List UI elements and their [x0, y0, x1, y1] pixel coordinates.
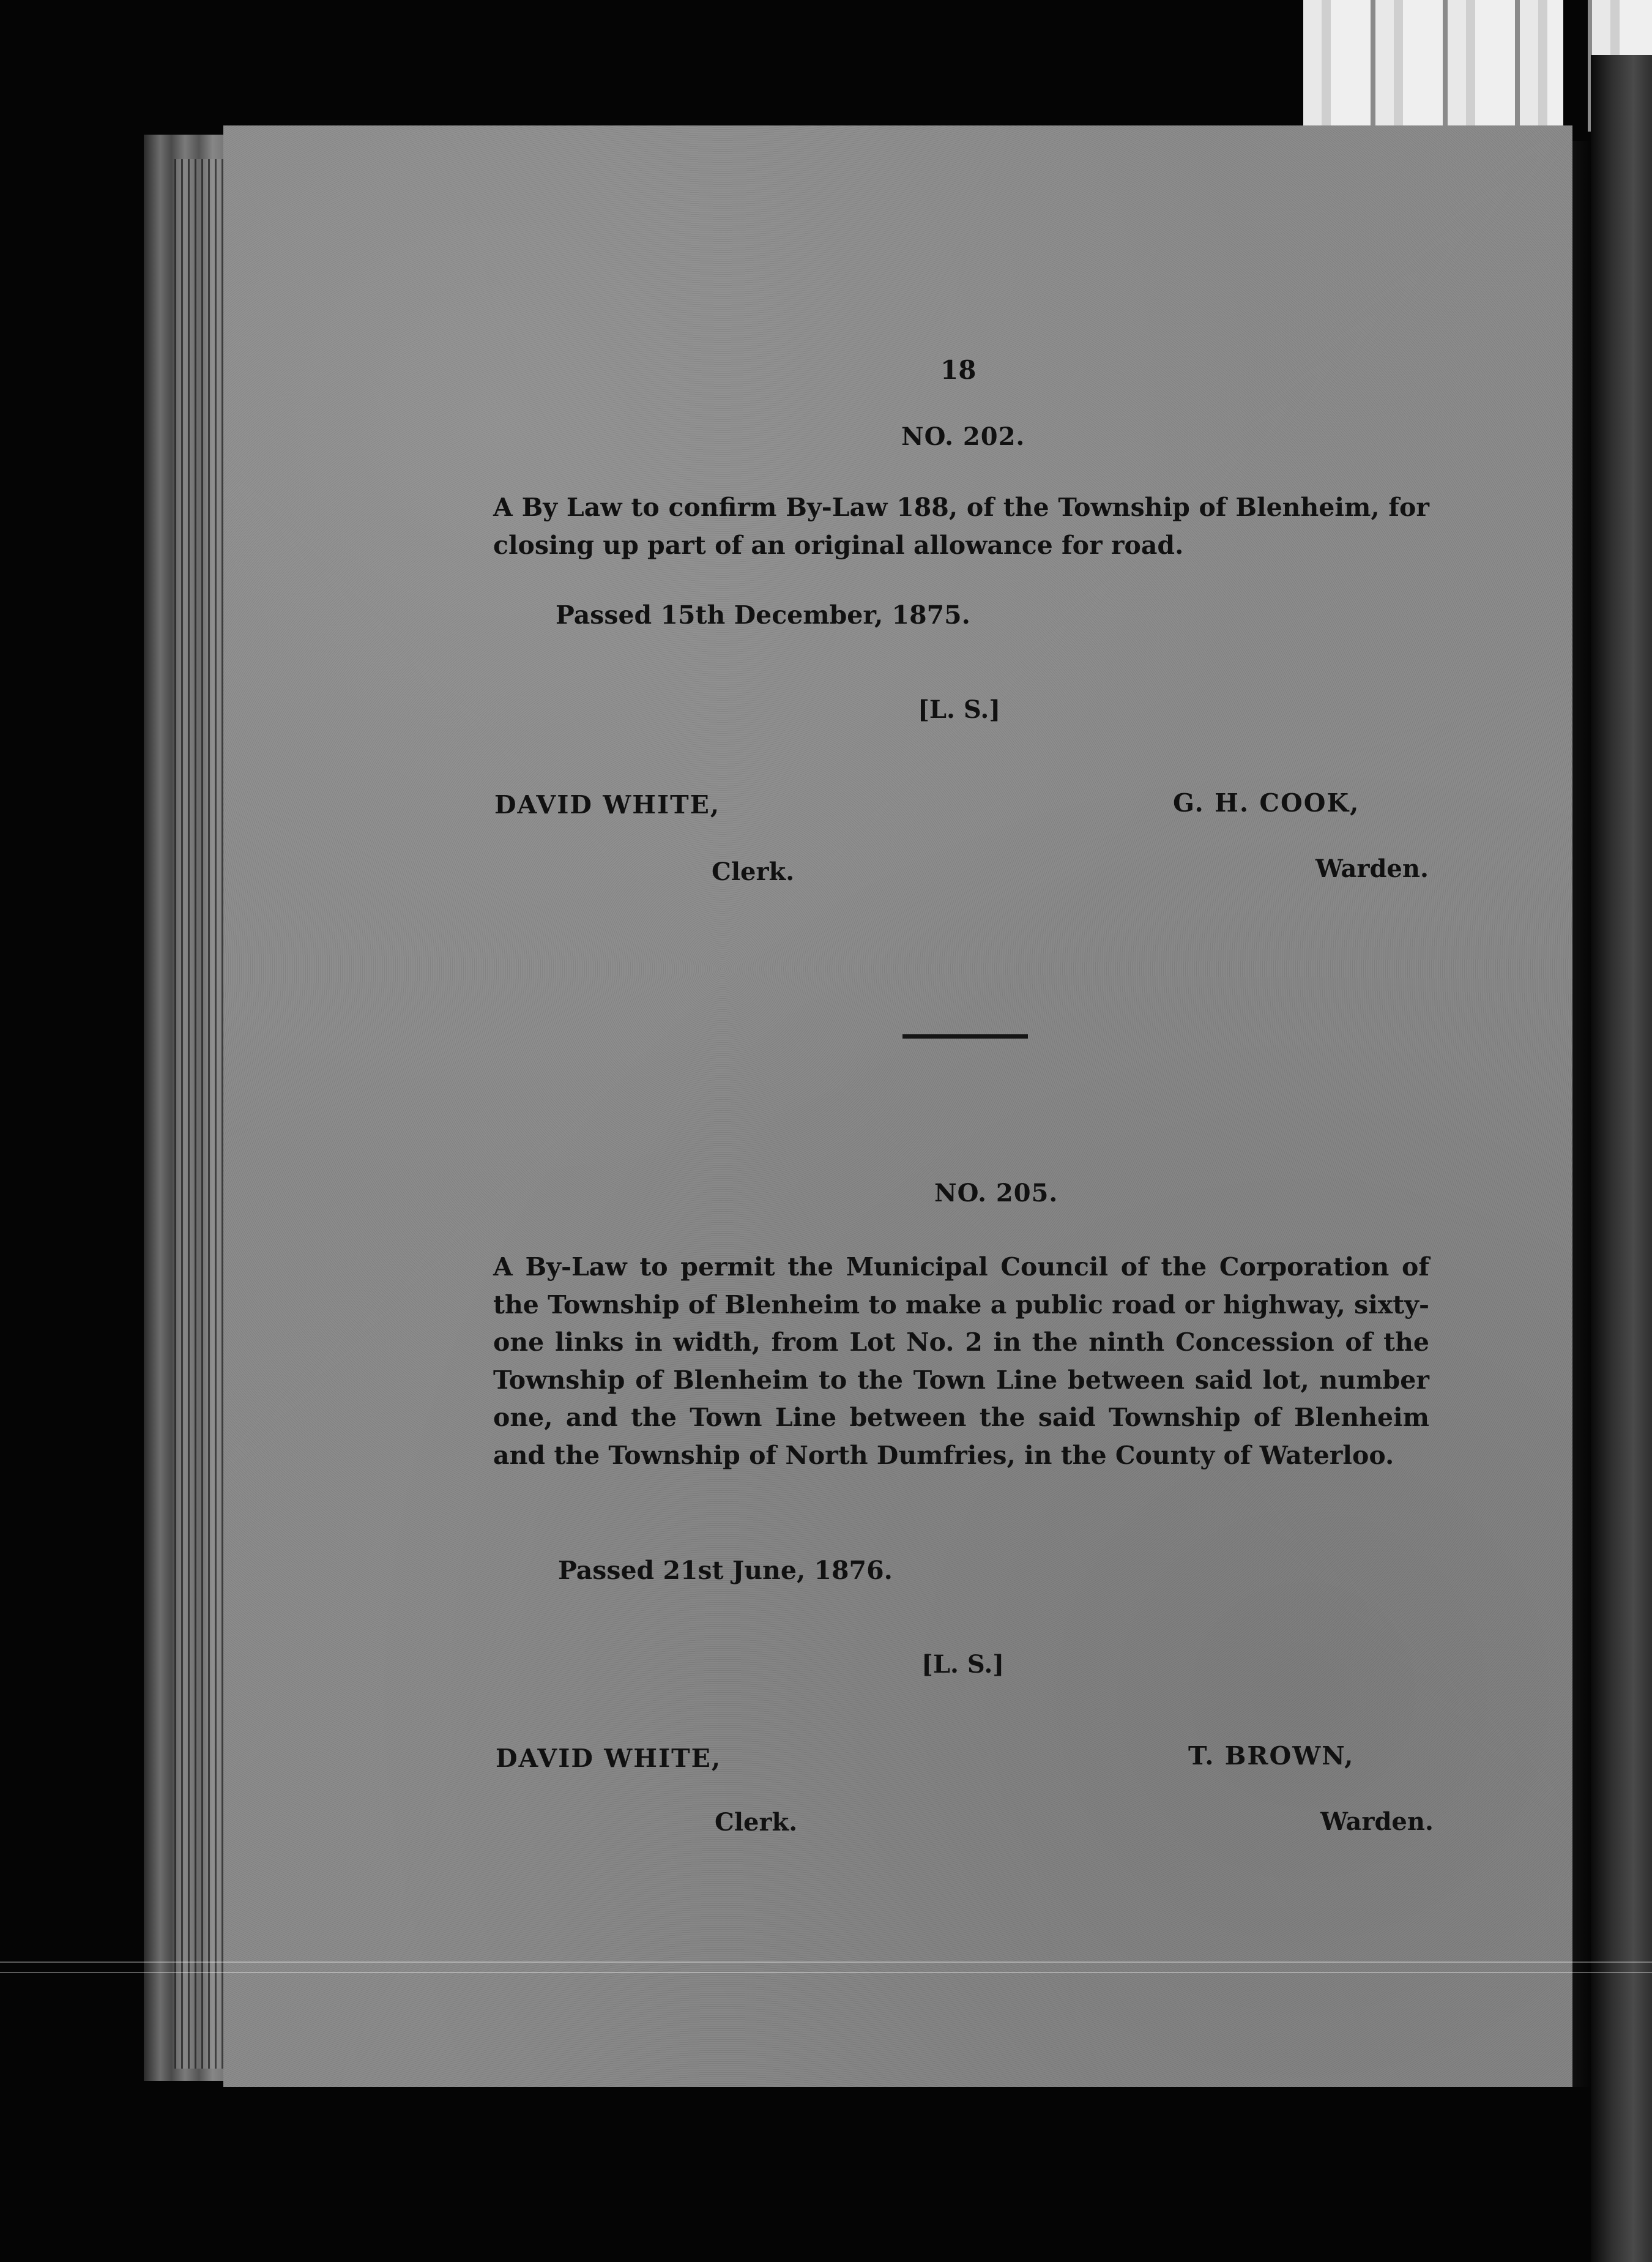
- clerk-name: DAVID WHITE,: [494, 790, 721, 819]
- scan-artifact: [0, 1972, 1652, 1973]
- bylaw-title-text: A By-Law to permit the Municipal Council of the Corporation of the Township of Blenheim to make a public road or highway, sixty-one links in width, from Lot No. 2 in the ninth Concession of the Township of Blenheim to the Town Line between said lot, number one, and the Town Line between the said Township of Blenheim and the Township of North Dumfries, in the County of Waterloo.: [493, 1252, 1429, 1470]
- bylaw-number: NO. 205.: [934, 1179, 1059, 1208]
- seal-mark: [L. S.]: [921, 1650, 1005, 1679]
- adjacent-page-edge: [1591, 55, 1652, 2262]
- clerk-title: Clerk.: [715, 1808, 798, 1837]
- scan-artifact: [0, 1962, 1652, 1963]
- clerk-title: Clerk.: [712, 857, 795, 886]
- seal-mark: [L. S.]: [918, 695, 1001, 724]
- scan-gap: [1563, 0, 1588, 147]
- page-number: 18: [940, 355, 977, 385]
- passed-date: Passed 21st June, 1876.: [558, 1556, 893, 1585]
- clerk-name: DAVID WHITE,: [496, 1744, 722, 1773]
- warden-name: T. BROWN,: [1188, 1741, 1355, 1771]
- bylaw-title-text: A By Law to confirm By-Law 188, of the Township of Blenheim, for closing up part of an original allowance for road.: [493, 493, 1429, 560]
- bylaw-title: [493, 1249, 1429, 1474]
- warden-name: G. H. COOK,: [1173, 788, 1360, 818]
- bylaw-title: [493, 488, 1429, 564]
- warden-title: Warden.: [1315, 854, 1429, 883]
- document-page: [223, 125, 1572, 2087]
- warden-title: Warden.: [1320, 1807, 1434, 1836]
- bylaw-number: NO. 202.: [901, 422, 1025, 451]
- section-divider: [902, 1034, 1028, 1039]
- passed-date: Passed 15th December, 1875.: [556, 600, 970, 630]
